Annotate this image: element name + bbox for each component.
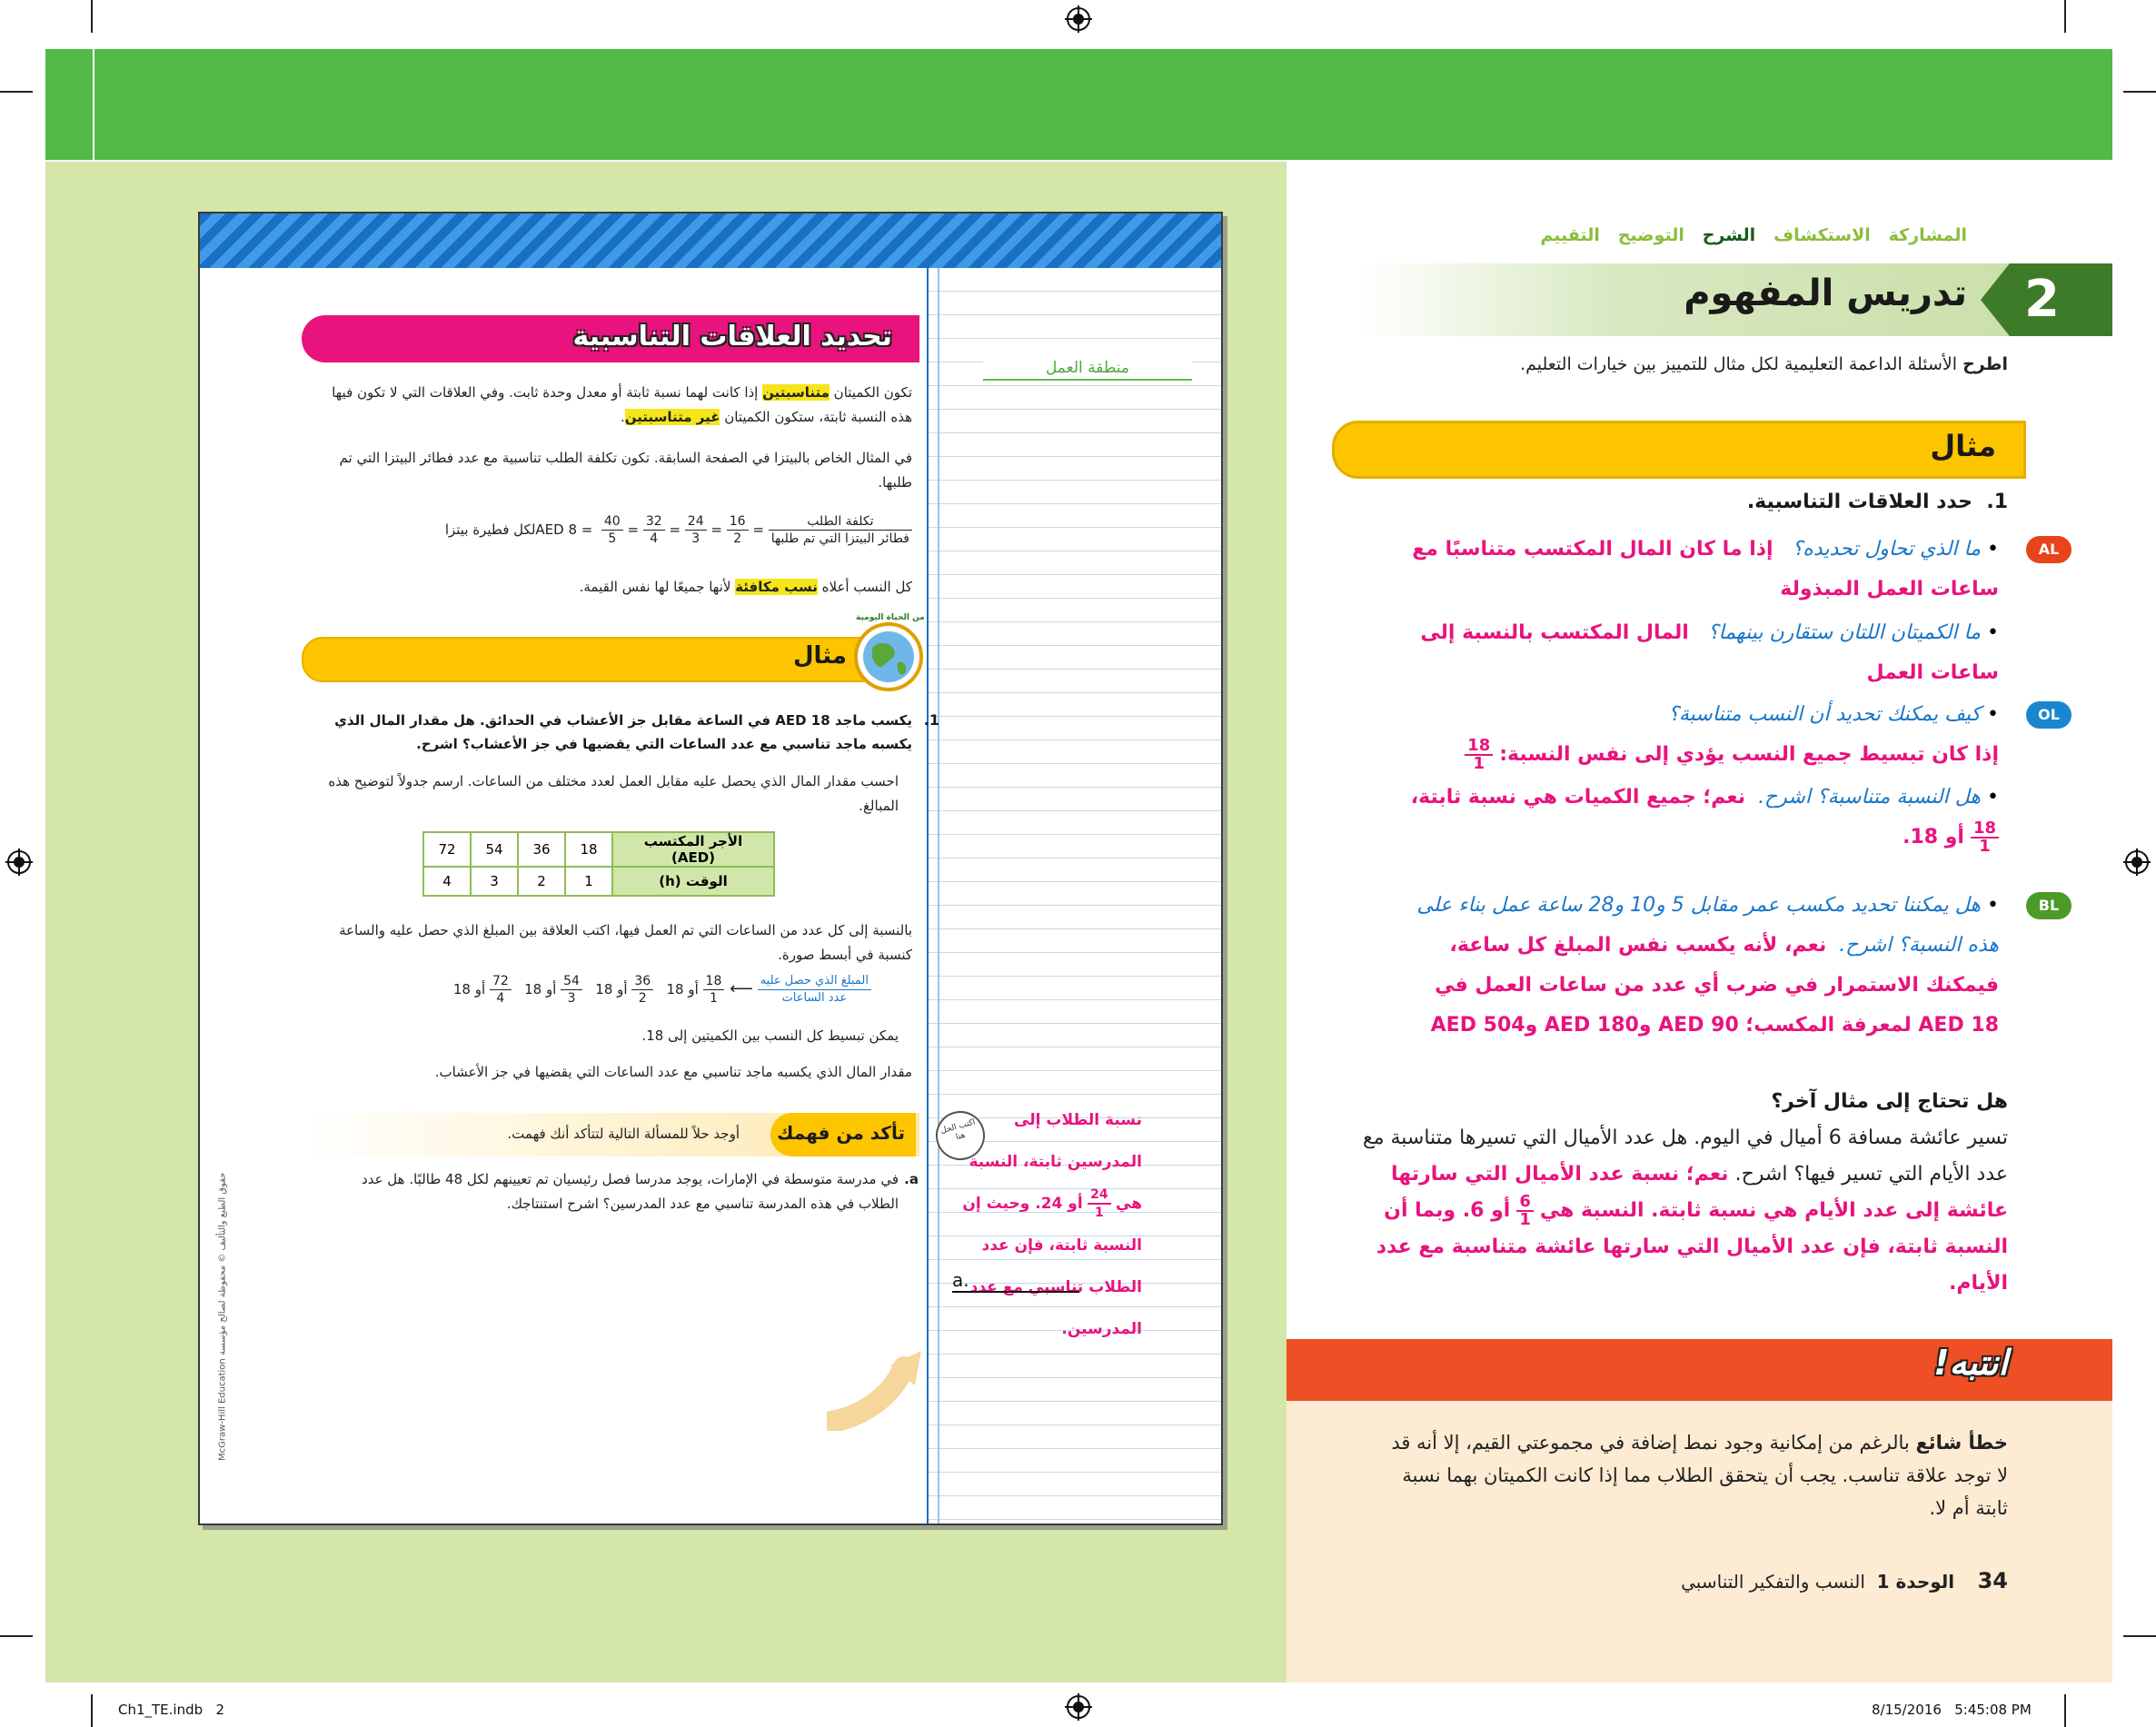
unit-label: الوحدة 1 bbox=[1876, 1571, 1955, 1593]
table-row-label: الأجر المكتسب (AED) bbox=[612, 832, 774, 867]
table-cell: 1 bbox=[565, 867, 612, 896]
student-example-step3: يمكن تبسيط كل النسب بين الكميتين إلى 18. bbox=[641, 1027, 899, 1044]
check-question: a. في مدرسة متوسطة في الإمارات، يوجد مدرسا فصل رئيسيان تم تعيينهم لكل 48 طالبًا. هل عدد الطلاب في هذه المدرسة تناسبي مع عدد المدرسين؟ اشرح استنتاجك. bbox=[362, 1171, 919, 1212]
page-footer bbox=[1681, 1568, 2008, 1593]
ratio-simplification: $\frac{\text{المبلغ الذي حصل عليه}}{\text{عدد الساعات}}$ ⟵ $\frac{18}{1}$ أو 18 $\frac{36}{2}$ أو 18 $\frac{54}{3}$ أو 18 $\frac{72}{4}$ أو 18 bbox=[317, 973, 871, 1007]
answer-blank[interactable]: a. bbox=[952, 1269, 1079, 1293]
badge-ol: OL bbox=[2026, 701, 2072, 729]
teacher-panel bbox=[1287, 162, 2112, 1682]
table-cell: 18 bbox=[565, 832, 612, 867]
student-example-1: 1. يكسب ماجد AED 18 في الساعة مقابل جز الأعشاب في الحدائق. هل مقدار المال الذي يكسبه ماجد تناسبي مع عدد الساعات التي يقضيها في جز الأعشاب؟ اشرح. bbox=[334, 711, 939, 752]
example-header-label: مثال bbox=[1930, 429, 1996, 463]
check-label: تأكد من فهمك bbox=[777, 1122, 905, 1144]
another-example: تسير عائشة مسافة 6 أميال في اليوم. هل عدد الأميال التي تسيرها متناسبة مع عدد الأيام التي تسير فيها؟ اشرح. نعم؛ نسبة عدد الأميال التي سارتها عائشة إلى عدد الأيام هي نسبة ثابتة. النسبة هي $\frac{6}{1}$ أو 6. وبما أن النسبة ثابتة، فإن عدد الأميال التي سارتها عائشة متناسبة مع عدد الأيام. bbox=[1362, 1127, 2008, 1295]
slug-filename: Ch1_TE.indb 2 bbox=[118, 1702, 224, 1718]
table-cell: 3 bbox=[471, 867, 518, 896]
registration-mark-left bbox=[5, 849, 33, 876]
student-example-step2: بالنسبة إلى كل عدد من الساعات التي تم العمل فيها، اكتب العلاقة بين المبلغ الذي حصل عليه والساعة كنسبة في أبسط صورة. bbox=[339, 922, 912, 963]
ratio-fraction: $\frac{18}{1}$ bbox=[1971, 820, 1999, 855]
watch-out-text: خطأ شائع بالرغم من إمكانية وجود نمط إضافة في مجموعتي القيم، إلا أنه قد لا توجد علاقة تناسب. يجب أن يتحقق الطلاب مما إذا كانت الكميتان بهما نسبة ثابتة أم لا. bbox=[1391, 1432, 2008, 1519]
check-answer: نسبة الطلاب إلى المدرسين ثابتة، النسبة هي $\frac{24}{1}$ أو 24. وحيث إن النسبة ثابتة، فإن عدد الطلاب تناسبي مع عدد المدرسين. bbox=[962, 1111, 1142, 1338]
check-instructions: أوجد حلاً للمسألة التالية لتتأكد أنك فهمت. bbox=[507, 1126, 740, 1142]
watch-out-title: انتبه! bbox=[1933, 1343, 2008, 1383]
arrow-to-work-area bbox=[827, 1349, 927, 1431]
nav-item[interactable]: المشاركة bbox=[1888, 225, 1967, 245]
copyright: حقوق الطبع والتأليف © محفوظة لصالح مؤسسة McGraw-Hill Education bbox=[217, 1172, 228, 1461]
lesson-title: تحديد العلاقات التناسبية bbox=[572, 321, 892, 352]
intro-text: اطرح الأسئلة الداعمة التعليمية لكل مثال للتمييز بين خيارات التعليم. bbox=[1520, 354, 2008, 374]
unit-title: النسب والتفكير التناسبي bbox=[1681, 1571, 1865, 1593]
write-here-stamp: اكتب الحل هنا bbox=[930, 1106, 990, 1166]
student-example-label: مثال bbox=[792, 642, 847, 670]
table-row-label: الوقت (h) bbox=[612, 867, 774, 896]
pizza-equation: $\frac{\text{تكلفة الطلب}}{\text{فطائر البيتزا التي تم طلبها}}$ = $\frac{16}{2}$ = $\frac{24}{3}$ = $\frac{32}{4}$ = $\frac{40}{5}$ AED 8 = لكل فطيرة بيتزا bbox=[322, 513, 912, 547]
student-page-header bbox=[200, 213, 1221, 268]
ratio-fraction: $\frac{18}{1}$ bbox=[1465, 738, 1493, 772]
table-cell: 54 bbox=[471, 832, 518, 867]
definition-paragraph: تكون الكميتان متناسبتين إذا كانت لهما نسبة ثابتة أو معدل وحدة ثابت. وفي العلاقات التي لا تكون فيها هذه النسبة ثابتة، ستكون الكميتان غير متناسبتين. bbox=[332, 384, 912, 425]
level-question-al: AL • ما الذي تحاول تحديده؟ إذا ما كان المال المكتسب متناسبًا مع ساعات العمل المبذولة bbox=[1399, 530, 1999, 610]
globe-caption: من الحياة اليومية bbox=[856, 613, 925, 622]
level-question-bl: BL • هل يمكننا تحديد مكسب عمر مقابل 5 و10 و28 ساعة عمل بناء على هذه النسبة؟ اشرح. نعم، لأنه يكسب نفس المبلغ كل ساعة، فيمكنك الاستمرار في ضرب أي عدد من ساعات العمل في AED 18 لمعرفة المكسب؛ AED 90 وAED 180 وAED 504 bbox=[1399, 886, 1999, 1046]
lesson-title-bar bbox=[302, 315, 919, 362]
another-example-title: هل تحتاج إلى مثال آخر؟ bbox=[1771, 1090, 2008, 1113]
ratio-fraction: $\frac{6}{1}$ bbox=[1516, 1194, 1534, 1228]
work-area-label: منطقة العمل bbox=[983, 359, 1192, 381]
table-cell: 36 bbox=[518, 832, 565, 867]
section-title: تدريس المفهوم bbox=[1684, 273, 1967, 314]
nav-item[interactable]: التقييم bbox=[1540, 225, 1600, 245]
student-page bbox=[198, 212, 1223, 1525]
example-1: 1. حدد العلاقات التناسبية. bbox=[1746, 491, 2008, 513]
level-question-ol: OL • كيف يمكنك تحديد أن النسب متناسبة؟ إذا كان تبسيط جميع النسب يؤدي إلى نفس النسبة: $\frac{18}{1}$ bbox=[1399, 695, 1999, 775]
table-cell: 4 bbox=[423, 867, 471, 896]
level-question-ol-2: • هل النسبة متناسبة؟ اشرح. نعم؛ جميع الكميات هي نسبة ثابتة، $\frac{18}{1}$ أو 18. bbox=[1410, 786, 1999, 856]
level-question-al-2: • ما الكميتان اللتان ستقارن بينهما؟ المال المكتسب بالنسبة إلى ساعات العمل bbox=[1420, 621, 1999, 684]
top-band bbox=[45, 49, 2112, 160]
page-number: 34 bbox=[1977, 1568, 2008, 1593]
table-cell: 2 bbox=[518, 867, 565, 896]
registration-mark-right bbox=[2123, 849, 2151, 876]
registration-mark-top bbox=[1065, 5, 1092, 33]
equivalent-ratios-paragraph: كل النسب أعلاه نسب مكافئة لأنها جميعًا لها نفس القيمة. bbox=[579, 579, 912, 595]
student-example-step1: احسب مقدار المال الذي يحصل عليه مقابل العمل لعدد مختلف من الساعات. ارسم جدولاً لتوضيح هذه المبالغ. bbox=[328, 773, 899, 814]
example-header bbox=[1332, 421, 2026, 479]
lesson-nav bbox=[1540, 225, 1967, 245]
badge-al: AL bbox=[2026, 536, 2072, 563]
student-example-conclusion: مقدار المال الذي يكسبه ماجد تناسبي مع عدد الساعات التي يقضيها في جز الأعشاب. bbox=[434, 1064, 912, 1080]
section-number: 2 bbox=[2024, 270, 2060, 329]
ratio-fraction: $\frac{24}{1}$ bbox=[1088, 1186, 1110, 1221]
nav-item[interactable]: التوضيح bbox=[1617, 225, 1684, 245]
badge-bl: BL bbox=[2026, 892, 2072, 919]
nav-item-active[interactable]: الشرح bbox=[1702, 225, 1756, 245]
slug-datetime: 8/15/2016 5:45:08 PM bbox=[1872, 1702, 2032, 1718]
earnings-table bbox=[422, 831, 775, 897]
table-cell: 72 bbox=[423, 832, 471, 867]
globe-icon bbox=[852, 620, 925, 693]
registration-mark-bottom bbox=[1065, 1693, 1092, 1721]
pizza-paragraph: في المثال الخاص بالبيتزا في الصفحة السابقة. تكون تكلفة الطلب تناسبية مع عدد فطائر البيتزا التي تم طلبها. bbox=[339, 450, 912, 491]
nav-item[interactable]: الاستكشاف bbox=[1773, 225, 1871, 245]
